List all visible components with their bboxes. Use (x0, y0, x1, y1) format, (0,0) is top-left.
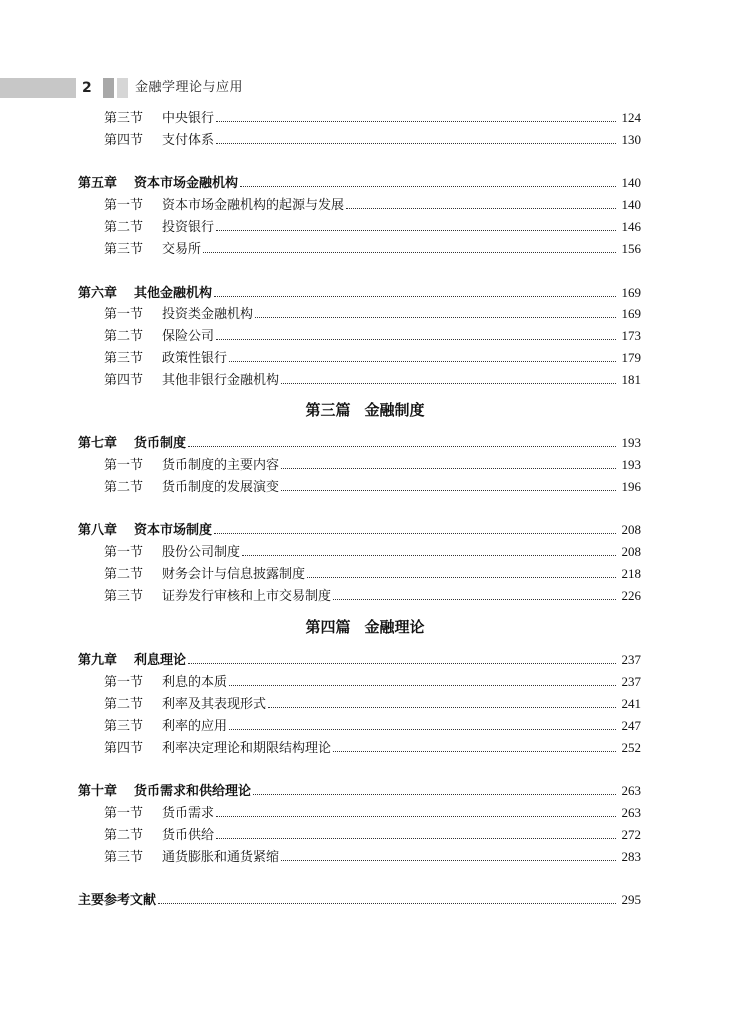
page-number: 130 (621, 132, 641, 147)
section-number: 第一节 (104, 545, 144, 560)
leader-dots (333, 599, 616, 600)
page-number: 272 (621, 827, 641, 842)
section-title: 利率及其表现形式 (162, 697, 267, 712)
leader-dots (346, 208, 616, 209)
toc-section[interactable] (0, 194, 730, 215)
toc-section[interactable] (0, 216, 730, 237)
references-title: 主要参考文献 (78, 893, 157, 908)
page-number: 295 (621, 892, 641, 907)
page-number: 193 (621, 435, 641, 450)
toc-section[interactable] (0, 802, 730, 823)
toc-section[interactable] (0, 476, 730, 497)
toc-chapter[interactable] (0, 519, 730, 540)
toc-section[interactable] (0, 563, 730, 584)
section-title: 货币需求 (162, 806, 215, 821)
section-number: 第二节 (104, 697, 144, 712)
header-page-number: 2 (82, 80, 92, 96)
leader-dots (240, 186, 616, 187)
header-book-title: 金融学理论与应用 (135, 80, 244, 95)
leader-dots (158, 903, 616, 904)
page-number: 263 (621, 805, 641, 820)
section-title: 货币供给 (162, 828, 215, 843)
chapter-title: 资本市场金融机构 (134, 176, 239, 191)
chapter-number: 第七章 (78, 436, 118, 451)
toc-chapter[interactable] (0, 282, 730, 303)
chapter-number: 第八章 (78, 523, 118, 538)
page-number: 193 (621, 457, 641, 472)
toc-chapter[interactable] (0, 432, 730, 453)
page-number: 208 (621, 544, 641, 559)
page-number: 146 (621, 219, 641, 234)
section-number: 第二节 (104, 828, 144, 843)
toc-section[interactable] (0, 238, 730, 259)
page-number: 169 (621, 306, 641, 321)
page-number: 252 (621, 740, 641, 755)
section-title: 资本市场金融机构的起源与发展 (162, 198, 345, 213)
toc-chapter[interactable] (0, 780, 730, 801)
leader-dots (229, 729, 616, 730)
toc-section[interactable] (0, 454, 730, 475)
chapter-number: 第九章 (78, 653, 118, 668)
section-title: 利率的应用 (162, 719, 228, 734)
toc-section[interactable] (0, 303, 730, 324)
toc-section[interactable] (0, 369, 730, 390)
section-number: 第四节 (104, 373, 144, 388)
part-title-text: 金融理论 (364, 618, 425, 636)
section-title: 投资类金融机构 (162, 307, 254, 322)
page-number: 247 (621, 718, 641, 733)
leader-dots (216, 143, 616, 144)
toc-chapter[interactable] (0, 172, 730, 193)
section-number: 第三节 (104, 111, 144, 126)
toc-section[interactable] (0, 715, 730, 736)
chapter-title: 资本市场制度 (134, 523, 213, 538)
toc-section[interactable] (0, 347, 730, 368)
chapter-number: 第六章 (78, 286, 118, 301)
chapter-number: 第十章 (78, 784, 118, 799)
leader-dots (229, 361, 616, 362)
section-number: 第二节 (104, 567, 144, 582)
section-title: 利率决定理论和期限结构理论 (162, 741, 332, 756)
leader-dots (216, 339, 616, 340)
section-title: 交易所 (162, 242, 202, 257)
leader-dots (216, 816, 616, 817)
toc-section[interactable] (0, 107, 730, 128)
leader-dots (333, 751, 616, 752)
section-number: 第四节 (104, 133, 144, 148)
leader-dots (203, 252, 616, 253)
leader-dots (253, 794, 616, 795)
leader-dots (214, 296, 616, 297)
leader-dots (216, 230, 616, 231)
page-number: 140 (621, 197, 641, 212)
section-title: 政策性银行 (162, 351, 228, 366)
leader-dots (255, 317, 616, 318)
page-number: 226 (621, 588, 641, 603)
page-number: 283 (621, 849, 641, 864)
page-number: 237 (621, 674, 641, 689)
section-number: 第三节 (104, 850, 144, 865)
leader-dots (242, 555, 616, 556)
page-number: 263 (621, 783, 641, 798)
page-number: 181 (621, 372, 641, 387)
part-number: 第四篇 (305, 618, 351, 636)
leader-dots (281, 860, 616, 861)
section-number: 第一节 (104, 675, 144, 690)
leader-dots (281, 468, 616, 469)
toc-chapter[interactable] (0, 649, 730, 670)
toc-section[interactable] (0, 846, 730, 867)
leader-dots (216, 838, 616, 839)
section-title: 股份公司制度 (162, 545, 241, 560)
section-number: 第四节 (104, 741, 144, 756)
toc-section[interactable] (0, 671, 730, 692)
toc-section[interactable] (0, 325, 730, 346)
section-number: 第二节 (104, 220, 144, 235)
section-title: 货币制度的发展演变 (162, 480, 280, 495)
page-number: 218 (621, 566, 641, 581)
part-heading (0, 399, 730, 421)
section-number: 第三节 (104, 351, 144, 366)
section-number: 第三节 (104, 242, 144, 257)
chapter-title: 货币制度 (134, 436, 187, 451)
section-title: 投资银行 (162, 220, 215, 235)
leader-dots (281, 490, 616, 491)
section-title: 财务会计与信息披露制度 (162, 567, 306, 582)
section-number: 第二节 (104, 329, 144, 344)
section-number: 第一节 (104, 458, 144, 473)
page-number: 156 (621, 241, 641, 256)
leader-dots (307, 577, 616, 578)
toc-references[interactable] (0, 889, 730, 910)
toc-section[interactable] (0, 737, 730, 758)
leader-dots (229, 685, 616, 686)
section-title: 证券发行审核和上市交易制度 (162, 589, 332, 604)
page-number: 237 (621, 652, 641, 667)
part-heading (0, 616, 730, 638)
part-title-text: 金融制度 (364, 401, 425, 419)
section-title: 中央银行 (162, 111, 215, 126)
page-number: 241 (621, 696, 641, 711)
page-number: 169 (621, 285, 641, 300)
toc-section[interactable] (0, 585, 730, 606)
page-number: 196 (621, 479, 641, 494)
chapter-title: 货币需求和供给理论 (134, 784, 252, 799)
section-number: 第二节 (104, 480, 144, 495)
section-title: 保险公司 (162, 329, 215, 344)
section-number: 第一节 (104, 198, 144, 213)
section-title: 支付体系 (162, 133, 215, 148)
section-number: 第三节 (104, 719, 144, 734)
section-title: 货币制度的主要内容 (162, 458, 280, 473)
section-number: 第一节 (104, 806, 144, 821)
toc-section[interactable] (0, 129, 730, 150)
section-title: 利息的本质 (162, 675, 228, 690)
section-number: 第三节 (104, 589, 144, 604)
leader-dots (188, 663, 616, 664)
section-number: 第一节 (104, 307, 144, 322)
section-title: 其他非银行金融机构 (162, 373, 280, 388)
section-title: 通货膨胀和通货紧缩 (162, 850, 280, 865)
leader-dots (281, 383, 616, 384)
toc-section[interactable] (0, 824, 730, 845)
leader-dots (188, 446, 616, 447)
toc-section[interactable] (0, 541, 730, 562)
leader-dots (214, 533, 616, 534)
chapter-title: 其他金融机构 (134, 286, 213, 301)
page-number: 179 (621, 350, 641, 365)
page-number: 140 (621, 175, 641, 190)
page-number: 173 (621, 328, 641, 343)
leader-dots (216, 121, 616, 122)
toc-section[interactable] (0, 693, 730, 714)
leader-dots (268, 707, 616, 708)
chapter-number: 第五章 (78, 176, 118, 191)
chapter-title: 利息理论 (134, 653, 187, 668)
page-number: 208 (621, 522, 641, 537)
part-number: 第三篇 (305, 401, 351, 419)
page-number: 124 (621, 110, 641, 125)
